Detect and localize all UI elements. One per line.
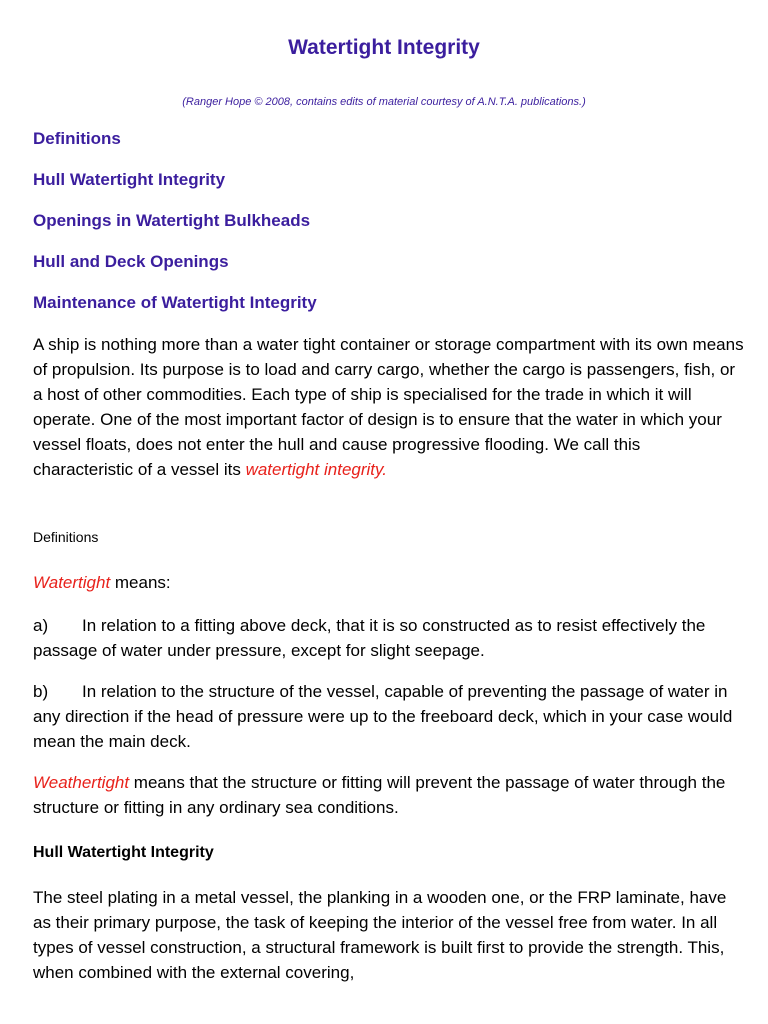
item-a-text: In relation to a fitting above deck, that it is so constructed as to resist effectively the passage of water under pressure, except for slight seepage. bbox=[33, 616, 706, 660]
watertight-definition bbox=[33, 570, 745, 595]
definition-item-a bbox=[33, 613, 745, 663]
hull-paragraph: The steel plating in a metal vessel, the planking in a wooden one, or the FRP laminate, have as their primary purpose, the task of keeping the interior of the vessel free from water. In all types of vessel construction, a structural framework is built first to provide the strength. This, when combined with the external covering, bbox=[33, 888, 727, 982]
weathertight-definition bbox=[33, 770, 745, 820]
definition-item-b bbox=[33, 679, 745, 754]
item-a-marker: a) bbox=[33, 616, 49, 635]
weathertight-term: Weathertight bbox=[33, 773, 130, 792]
intro-text: A ship is nothing more than a water tight container or storage compartment with its own means of propulsion. Its purpose is to load and carry cargo, whether the cargo is passengers, fish, or a host of other commodities. Each type of ship is specialised for the trade in which it will operate. One of the most important factor of design is to ensure that the water in which your vessel floats, does not enter the hull and cause progressive flooding. We call this characteristic of a vessel its bbox=[33, 335, 744, 479]
toc-link-maintenance-of-watertight-integrity[interactable]: Maintenance of Watertight Integrity bbox=[33, 293, 317, 312]
definitions-heading: Definitions bbox=[33, 529, 99, 545]
weathertight-rest: means that the structure or fitting will prevent the passage of water through the structure or fitting in any ordinary sea conditions. bbox=[33, 773, 726, 817]
toc-link-definitions[interactable]: Definitions bbox=[33, 129, 121, 148]
watertight-rest: means: bbox=[110, 573, 171, 592]
item-b-text: In relation to the structure of the vessel, capable of preventing the passage of water in any direction if the head of pressure were up to the freeboard deck, which in your case would mean the main deck. bbox=[33, 682, 733, 751]
credit-line: (Ranger Hope © 2008, contains edits of material courtesy of A.N.T.A. publications.) bbox=[182, 96, 586, 108]
hull-watertight-heading: Hull Watertight Integrity bbox=[33, 844, 214, 861]
watertight-term: Watertight bbox=[33, 573, 111, 592]
item-b-marker: b) bbox=[33, 682, 49, 701]
document-title: Watertight Integrity bbox=[288, 36, 480, 59]
toc-link-hull-and-deck-openings[interactable]: Hull and Deck Openings bbox=[33, 252, 229, 271]
intro-paragraph bbox=[33, 332, 745, 482]
toc-link-openings-in-watertight-bulkheads[interactable]: Openings in Watertight Bulkheads bbox=[33, 211, 311, 230]
toc-link-hull-watertight-integrity[interactable]: Hull Watertight Integrity bbox=[33, 170, 226, 189]
intro-emphasis: watertight integrity. bbox=[245, 460, 387, 479]
